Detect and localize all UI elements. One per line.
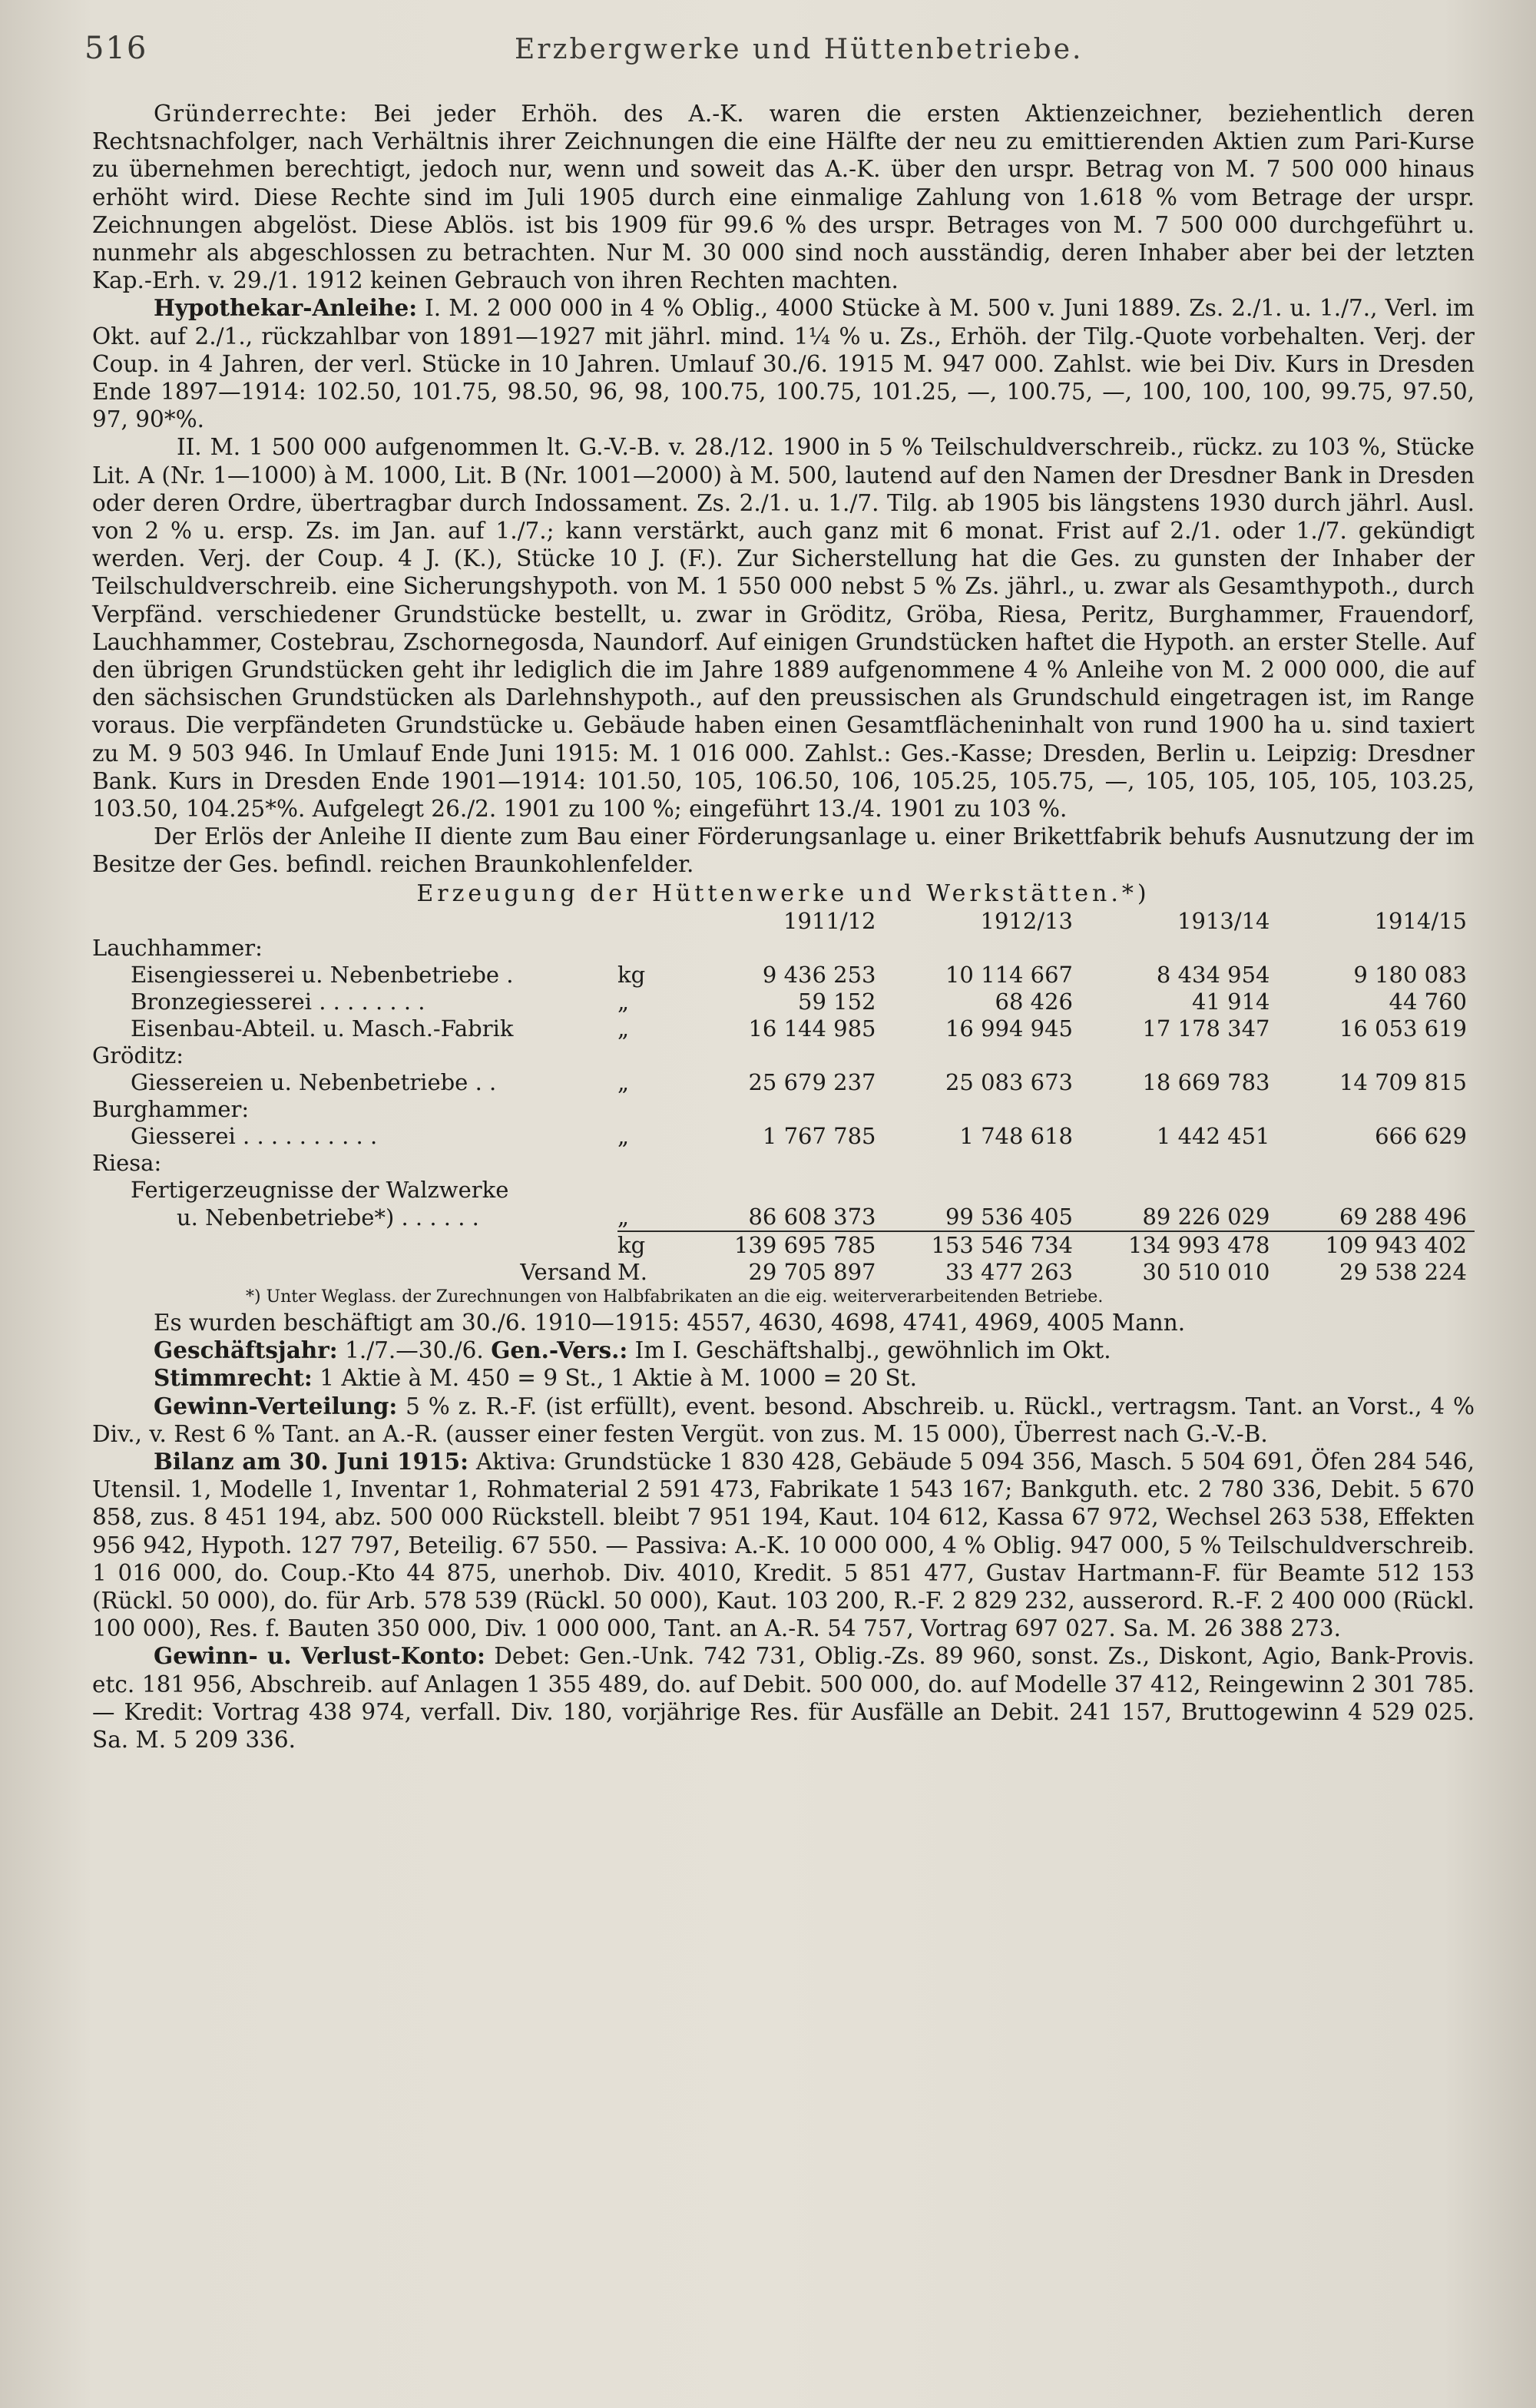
production-row [92,1015,1475,1042]
production-row [92,989,1475,1015]
paragraph-arbeiter: Es wurden beschäftigt am 30./6. 1910—1915: 4557, 4630, 4698, 4741, 4969, 4005 Mann. [154,1309,1186,1336]
paragraph-bilanz [92,1448,1475,1642]
row-value: 14 709 815 [1339,1068,1467,1095]
row-value: 16 144 985 [748,1015,876,1042]
year-header: 1914/15 [1374,907,1467,934]
row-value: 1 767 785 [762,1122,876,1149]
row-value [1081,1150,1278,1177]
genvers-text: Im I. Geschäftshalbj., gewöhnlich im Okt. [627,1337,1111,1364]
production-row [92,1069,1475,1096]
geschaeftsjahr-text: 1./7.—30./6. [337,1337,492,1364]
row-value [1081,935,1278,962]
row-value [1081,1177,1278,1204]
row-value: 109 943 402 [1278,1231,1475,1259]
row-value [687,935,884,962]
row-value: 86 608 373 [748,1203,876,1230]
row-value [1081,1042,1278,1069]
row-value: 10 114 667 [945,961,1073,988]
row-unit [617,935,687,962]
row-value: 25 083 673 [945,1068,1073,1095]
row-label: Giesserei . . . . . . . . . . [131,1122,378,1149]
paragraph-gewinn-verlust [92,1642,1475,1754]
bilanz-label: Bilanz am 30. Juni 1915: [154,1447,469,1475]
row-label: Eisengiesserei u. Nebenbetriebe . [131,961,514,988]
paragraph-hypothek [92,294,1475,433]
page-body [92,100,1475,1754]
row-unit [617,1150,687,1177]
row-unit: „ [617,1068,630,1095]
row-value: 1 442 451 [1156,1122,1270,1149]
running-title: Erzbergwerke und Hüttenbetriebe. [515,34,1084,65]
row-unit [617,1096,687,1123]
row-label: Versand [520,1258,611,1285]
row-value [1278,1042,1475,1069]
paragraph-geschaeftsjahr [92,1336,1475,1364]
row-value: 153 546 734 [884,1231,1081,1259]
row-value: 69 288 496 [1339,1203,1467,1230]
stimmrecht-label: Stimmrecht: [154,1364,313,1392]
production-row [92,1177,1475,1204]
row-value: 134 993 478 [1081,1231,1278,1259]
production-row [92,935,1475,962]
row-unit [617,1042,687,1069]
gewinn-text: 5 % z. R.-F. (ist erfüllt), event. besond. Abschreib. u. Rückl., vertragsm. Tant. an Vorst., 4 % Div., v. Rest 6 % Tant. an A.-R. (ausser einer festen Vergüt. von zus. M. 15 000), Überrest nach G.-V.-B. [92,1393,1475,1447]
gewinn-label: Gewinn-Verteilung: [154,1392,398,1419]
production-row [92,1096,1475,1123]
row-value: 16 053 619 [1339,1015,1467,1042]
row-value [884,1150,1081,1177]
year-header: 1913/14 [1177,907,1270,934]
row-value [687,1096,884,1123]
row-value: 666 629 [1375,1122,1467,1149]
row-value [1278,1177,1475,1204]
row-label: u. Nebenbetriebe*) . . . . . . [177,1204,479,1230]
production-footnote: *) Unter Weglass. der Zurechnungen von Halbfabrikaten an die eig. weiterverarbeitenden Betriebe. [246,1287,1104,1307]
year-header-spacer [92,908,617,935]
row-label: Gröditz: [92,1042,184,1068]
production-row [92,1042,1475,1069]
gruenderrechte-text: Bei jeder Erhöh. des A.-K. waren die ersten Aktienzeichner, beziehentlich deren Rechtsnachfolger, nach Verhältnis ihrer Zeichnungen die eine Hälfte der neu zu emittierenden Aktien zum Pari-Kurse zu übernehmen berechtigt, jedoch nur, wenn und soweit das A.-K. über den urspr. Betrag von M. 7 500 000 hinaus erhöht wird. Diese Rechte sind im Juli 1905 durch eine einmalige Zahlung von 1.618 % vom Betrage der urspr. Zeichnungen abgelöst. Diese Ablös. ist bis 1909 für 99.6 % des urspr. Betrages von M. 7 500 000 durchgeführt u. nunmehr als abgeschlossen zu betrachten. Nur M. 30 000 sind noch ausständig, deren Inhaber aber bei der letzten Kap.-Erh. v. 29./1. 1912 keinen Gebrauch von ihren Rechten machten. [92,101,1475,294]
production-table-title: Erzeugung der Hüttenwerke und Werkstätten.*) [416,879,1150,907]
row-unit: „ [617,1015,630,1042]
genvers-label: Gen.-Vers.: [491,1336,628,1364]
row-value: 89 226 029 [1142,1203,1270,1230]
production-row [92,1123,1475,1150]
row-value [1278,935,1475,962]
row-value: 99 536 405 [945,1203,1073,1230]
row-label: Riesa: [92,1149,162,1176]
row-label: Fertigerzeugnisse der Walzwerke [131,1176,509,1203]
paragraph-anleihe-2: II. M. 1 500 000 aufgenommen lt. G.-V.-B. v. 28./12. 1900 in 5 % Teilschuldverschreib., rückz. zu 103 %, Stücke Lit. A (Nr. 1—1000) à M. 1000, Lit. B (Nr. 1001—2000) à M. 500, lautend auf den Namen der Dresdner Bank in Dresden oder deren Ordre, übertragbar durch Indossament. Zs. 2./1. u. 1./7. Tilg. ab 1905 bis längstens 1930 durch jährl. Ausl. von 2 % u. ersp. Zs. im Jan. auf 1./7.; kann verstärkt, auch ganz mit 6 monat. Frist auf 2./1. oder 1./7. gekündigt werden. Verj. der Coup. 4 J. (K.), Stücke 10 J. (F.). Zur Sicherstellung hat die Ges. zu gunsten der Inhaber der Teilschuldverschreib. eine Sicherungshypoth. von M. 1 550 000 nebst 5 % Zs. jährl., u. zwar als Gesamthypoth., durch Verpfänd. verschiedener Grundstücke bestellt, u. zwar in Gröditz, Gröba, Riesa, Peritz, Burghammer, Frauendorf, Lauchhammer, Costebrau, Zschornegosda, Naundorf. Auf einigen Grundstücken haftet die Hypoth. an erster Stelle. Auf den übrigen Grundstücken geht ihr lediglich die im Jahre 1889 aufgenommene 4 % Anleihe von M. 2 000 000, die auf den sächsischen Grundstücken als Darlehnshypoth., auf den preussischen als Grundschuld eingetragen ist, im Range voraus. Die verpfändeten Grundstücke u. Gebäude haben einen Gesamtflächeninhalt von rund 1900 ha u. sind taxiert zu M. 9 503 946. In Umlauf Ende Juni 1915: M. 1 016 000. Zahlst.: Ges.-Kasse; Dresden, Berlin u. Leipzig: Dresdner Bank. Kurs in Dresden Ende 1901—1914: 101.50, 105, 106.50, 106, 105.25, 105.75, —, 105, 105, 105, 105, 103.25, 103.50, 104.25*%. Aufgelegt 26./2. 1901 zu 100 %; eingeführt 13./4. 1901 zu 103 %. [92,434,1475,823]
paragraph-stimmrecht [92,1364,1475,1392]
row-value [884,935,1081,962]
row-value: 44 760 [1389,988,1467,1015]
row-value: 8 434 954 [1156,961,1270,988]
production-table [92,908,1475,1286]
row-unit: M. [617,1258,647,1285]
row-label: Lauchhammer: [92,934,263,961]
row-value [1278,1096,1475,1123]
row-value [687,1150,884,1177]
row-unit: kg [617,1231,687,1259]
year-header-unit-spacer [617,908,687,935]
guv-text: Debet: Gen.-Unk. 742 731, Oblig.-Zs. 89 960, sonst. Zs., Diskont, Agio, Bank-Provis. etc. 181 956, Abschreib. auf Anlagen 1 355 489, do. auf Debit. 500 000, do. auf Modelle 37 412, Reingewinn 2 301 785. — Kredit: Vortrag 438 974, verfall. Div. 180, vorjährige Res. für Ausfälle an Debit. 241 157, Bruttogewinn 4 529 025. Sa. M. 5 209 336. [92,1643,1475,1753]
row-value [1081,1096,1278,1123]
production-total-row [92,1231,1475,1259]
production-row [92,962,1475,989]
row-value: 41 914 [1192,988,1270,1015]
row-value [884,1177,1081,1204]
paragraph-gruenderrechte [92,100,1475,294]
hypothek-label: Hypothekar-Anleihe: [154,294,418,322]
row-label: Burghammer: [92,1095,250,1122]
production-row [92,1150,1475,1177]
year-header: 1912/13 [980,907,1073,934]
page-number: 516 [84,31,148,66]
row-value: 30 510 010 [1142,1258,1270,1285]
row-value: 59 152 [798,988,876,1015]
production-year-header-row [92,908,1475,935]
row-value [1278,1150,1475,1177]
row-value: 17 178 347 [1142,1015,1270,1042]
row-value: 16 994 945 [945,1015,1073,1042]
row-value: 18 669 783 [1142,1068,1270,1095]
row-value: 9 436 253 [762,961,876,988]
row-unit: „ [617,988,630,1015]
paragraph-erloes: Der Erlös der Anleihe II diente zum Bau einer Förderungsanlage u. einer Brikettfabrik behufs Ausnutzung der im Besitze der Ges. befindl. reichen Braunkohlenfelder. [92,823,1475,878]
page-header [84,31,1467,77]
row-label: Bronzegiesserei . . . . . . . . [131,988,425,1015]
row-unit [617,1177,687,1204]
row-value: 9 180 083 [1353,961,1467,988]
geschaeftsjahr-label: Geschäftsjahr: [154,1336,338,1364]
row-unit: kg [617,961,646,988]
row-value: 29 705 897 [748,1258,876,1285]
production-table-body [92,908,1475,1286]
year-header: 1911/12 [783,907,876,934]
row-label [92,1231,617,1259]
row-unit: „ [617,1203,630,1230]
row-value [687,1177,884,1204]
paragraph-gewinn-verteilung [92,1393,1475,1448]
row-unit: „ [617,1122,630,1149]
row-value [687,1042,884,1069]
row-value: 29 538 224 [1339,1258,1467,1285]
row-value: 33 477 263 [945,1258,1073,1285]
production-row [92,1204,1475,1231]
stimmrecht-text: 1 Aktie à M. 450 = 9 St., 1 Aktie à M. 1000 = 20 St. [312,1365,917,1392]
guv-label: Gewinn- u. Verlust-Konto: [154,1642,485,1670]
row-value: 25 679 237 [748,1068,876,1095]
row-label: Giessereien u. Nebenbetriebe . . [131,1068,497,1095]
production-versand-row [92,1259,1475,1286]
row-value: 68 426 [995,988,1073,1015]
row-value: 1 748 618 [959,1122,1073,1149]
row-label: Eisenbau-Abteil. u. Masch.-Fabrik [131,1015,514,1042]
hypothek-text: I. M. 2 000 000 in 4 % Oblig., 4000 Stücke à M. 500 v. Juni 1889. Zs. 2./1. u. 1./7., Verl. im Okt. auf 2./1., rückzahlbar von 1891—1927 mit jährl. mind. 1¼ % u. Zs., Erhöh. der Tilg.-Quote vorbehalten. Verj. der Coup. in 4 Jahren, der verl. Stücke in 10 Jahren. Umlauf 30./6. 1915 M. 947 000. Zahlst. wie bei Div. Kurs in Dresden Ende 1897—1914: 102.50, 101.75, 98.50, 96, 98, 100.75, 100.75, 101.25, —, 100.75, —, 100, 100, 100, 99.75, 97.50, 97, 90*%. [92,295,1475,433]
row-value [884,1042,1081,1069]
gruenderrechte-label: Gründerrechte: [154,101,349,127]
bilanz-text: Aktiva: Grundstücke 1 830 428, Gebäude 5 094 356, Masch. 5 504 691, Öfen 284 546, Utensil. 1, Modelle 1, Inventar 1, Rohmaterial 2 591 473, Fabrikate 1 543 167; Bankguth. etc. 2 780 336, Debit. 5 670 858, zus. 8 451 194, abz. 500 000 Rückstell. bleibt 7 951 194, Kaut. 104 612, Kassa 67 972, Wechsel 263 538, Effekten 956 942, Hypoth. 127 797, Beteilig. 67 550. — Passiva: A.-K. 10 000 000, 4 % Oblig. 947 000, 5 % Teilschuldverschreib. 1 016 000, do. Coup.-Kto 44 875, unerhob. Div. 4010, Kredit. 5 851 477, Gustav Hartmann-F. für Beamte 512 153 (Rückl. 50 000), do. für Arb. 578 539 (Rückl. 50 000), Kaut. 103 200, R.-F. 2 829 232, ausserord. R.-F. 2 400 000 (Rückl. 100 000), Res. f. Bauten 350 000, Div. 1 000 000, Tant. an A.-R. 54 757, Vortrag 697 027. Sa. M. 26 388 273. [92,1448,1475,1642]
row-value [884,1096,1081,1123]
row-value: 139 695 785 [687,1231,884,1259]
